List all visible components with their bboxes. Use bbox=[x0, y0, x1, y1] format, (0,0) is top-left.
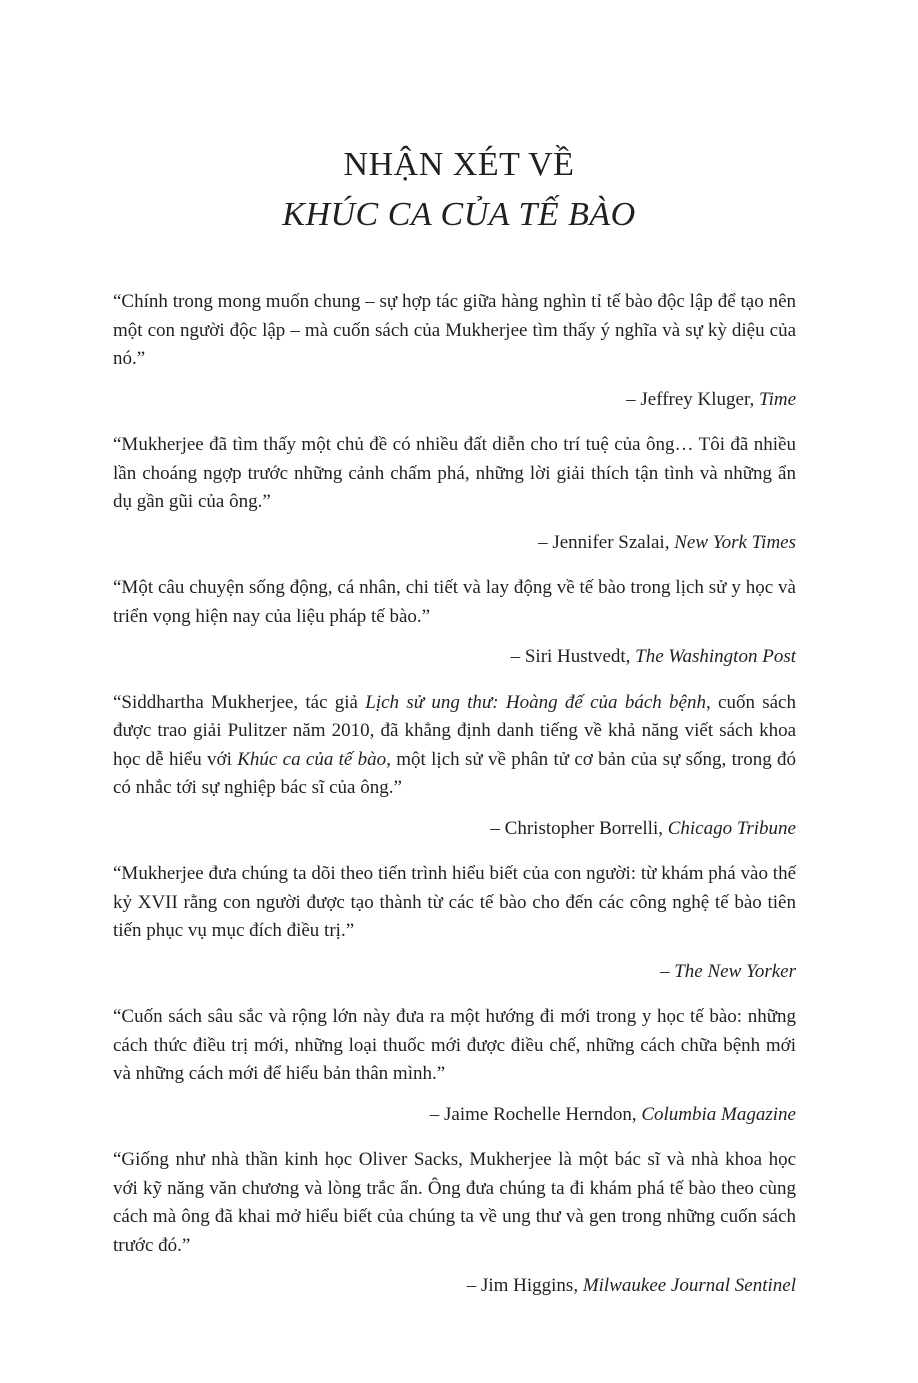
review-author: – bbox=[659, 960, 675, 982]
quote-text: “Siddhartha Mukherjee, tác giả bbox=[113, 691, 366, 713]
review-author: – Jim Higgins, bbox=[466, 1275, 583, 1296]
page-title-line-2: KHÚC CA CỦA TẾ BÀO bbox=[282, 196, 636, 233]
review-quote: “Một câu chuyện sống động, cá nhân, chi tiết và lay động về tế bào trong lịch sử y học và triển vọng hiện nay của liệu pháp tế bào.” bbox=[113, 577, 796, 627]
review-attribution bbox=[113, 386, 796, 415]
review-quote bbox=[113, 689, 796, 803]
review-item bbox=[113, 574, 796, 672]
review-quote: “Mukherjee đã tìm thấy một chủ đề có nhiều đất diễn cho trí tuệ của ông… Tôi đã nhiều lần choáng ngợp trước những cảnh chấm phá, những lời giải thích tận tình và những ẩn dụ gần gũi của ông.” bbox=[113, 434, 796, 512]
quote-text: , cuốn sách được trao giải Pulitzer năm 2010, đã khẳng định danh tiếng về khả năng viết sách khoa học dễ hiểu với bbox=[113, 691, 796, 770]
review-attribution bbox=[113, 958, 796, 987]
review-attribution bbox=[113, 1272, 796, 1301]
review-author: – Jennifer Szalai, bbox=[538, 531, 675, 553]
review-publication: Chicago Tribune bbox=[667, 817, 796, 839]
review-publication: Time bbox=[759, 388, 796, 410]
review-item bbox=[113, 431, 796, 557]
review-attribution bbox=[113, 529, 796, 558]
review-publication: New York Times bbox=[674, 531, 796, 553]
review-item bbox=[113, 1146, 796, 1301]
review-publication: The Washington Post bbox=[635, 646, 796, 667]
review-item bbox=[113, 689, 796, 844]
review-item bbox=[113, 1003, 796, 1129]
review-quote: “Mukherjee đưa chúng ta dõi theo tiến trình hiểu biết của con người: từ khám phá vào thế kỷ XVII rằng con người được tạo thành từ các tế bào cho đến các công nghệ tế bào tiên tiến phục vụ mục đích điều trị.” bbox=[113, 863, 796, 941]
review-quote: “Giống như nhà thần kinh học Oliver Sacks, Mukherjee là một bác sĩ và nhà khoa học với kỹ năng văn chương và lòng trắc ẩn. Ông đưa chúng ta đi khám phá tế bào theo cùng cách mà ông đã khai mở hiểu biết của chúng ta về ung thư và gen trong những cuốn sách trước đó.” bbox=[113, 1149, 796, 1256]
review-attribution bbox=[113, 815, 796, 844]
review-attribution bbox=[113, 1101, 796, 1130]
review-attribution bbox=[113, 643, 796, 672]
reviews-section bbox=[113, 288, 796, 1318]
review-author: – Jaime Rochelle Herndon, bbox=[429, 1103, 642, 1125]
review-publication: Milwaukee Journal Sentinel bbox=[582, 1275, 796, 1296]
quoted-book-title: Lịch sử ung thư: Hoàng đế của bách bệnh bbox=[365, 691, 706, 713]
page-title-line-1: NHẬN XÉT VỀ bbox=[343, 146, 575, 183]
review-author: – Siri Hustvedt, bbox=[510, 646, 636, 667]
review-author: – Christopher Borrelli, bbox=[490, 817, 668, 839]
review-item bbox=[113, 860, 796, 986]
review-item bbox=[113, 288, 796, 414]
quoted-book-title: Khúc ca của tế bào bbox=[237, 748, 387, 770]
review-quote: “Chính trong mong muốn chung – sự hợp tác giữa hàng nghìn tỉ tế bào độc lập để tạo nên một con người độc lập – mà cuốn sách của Mukherjee tìm thấy ý nghĩa và sự kỳ diệu của nó.” bbox=[113, 291, 796, 369]
quote-text: , một lịch sử về phân tử cơ bản của sự sống, trong đó có nhắc tới sự nghiệp bác sĩ của ông.” bbox=[113, 748, 797, 798]
review-publication: Columbia Magazine bbox=[641, 1103, 796, 1125]
review-quote: “Cuốn sách sâu sắc và rộng lớn này đưa ra một hướng đi mới trong y học tế bào: những cách thức điều trị mới, những loại thuốc mới được điều chế, những cách chữa bệnh mới và những cách mới để hiểu bản thân mình.” bbox=[113, 1006, 796, 1084]
review-author: – Jeffrey Kluger, bbox=[626, 388, 760, 410]
review-publication: The New Yorker bbox=[674, 960, 796, 982]
